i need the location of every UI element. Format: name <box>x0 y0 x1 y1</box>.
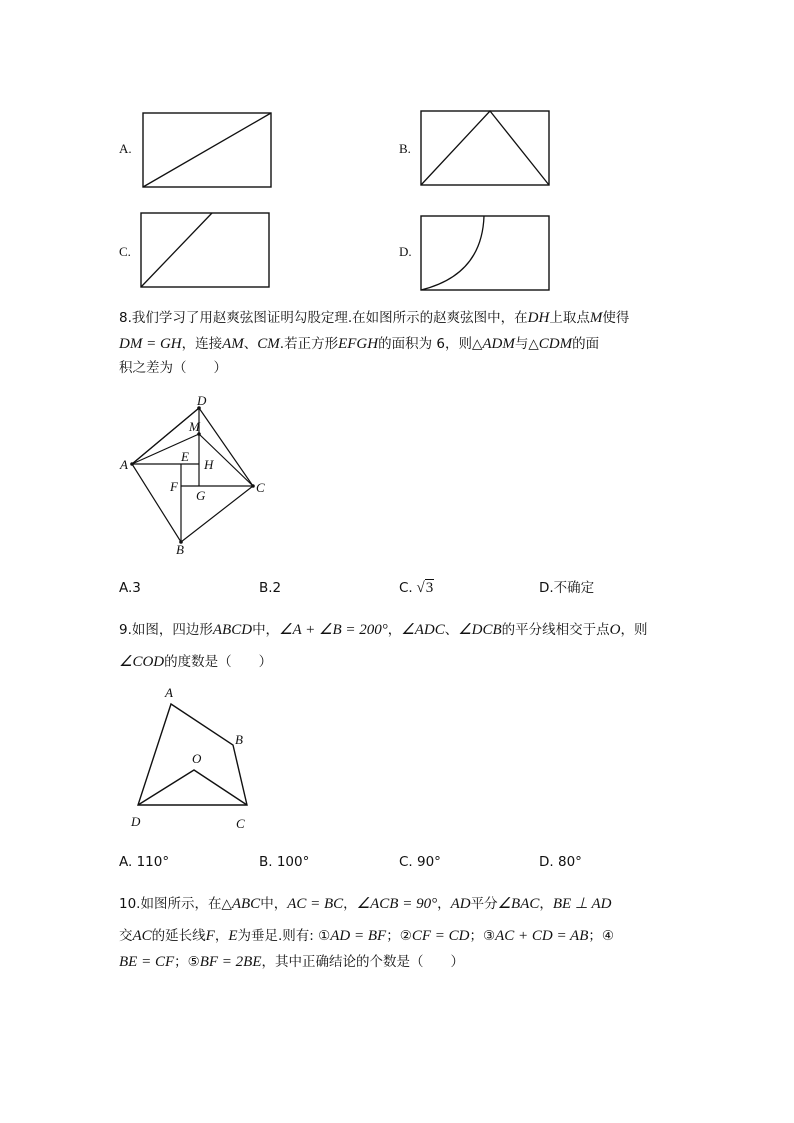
q9-choice-a: A. 110° <box>119 854 170 870</box>
label-o: O <box>192 751 202 766</box>
q10-line-1: 10.如图所示，在△ABC中，AC = BC，∠ACB = 90°，AD平分∠BAC，BE ⊥ AD <box>119 896 612 912</box>
label-d: D <box>197 393 207 408</box>
q10-line-3: BE = CF；⑤BF = 2BE，其中正确结论的个数是（ ） <box>119 954 465 970</box>
q8-line-2: DM = GH，连接AM、CM.若正方形EFGH的面积为 6，则△ADM与△CDM的面 <box>119 336 600 352</box>
label-d: D <box>131 814 141 829</box>
label-a: A <box>120 457 128 472</box>
label-g: G <box>196 488 206 503</box>
label-m: M <box>189 419 200 434</box>
q9-line-2: ∠COD的度数是（ ） <box>119 654 273 670</box>
q9-choice-d: D. 80° <box>539 854 582 870</box>
label-c: C <box>256 480 265 495</box>
option-c-label: C. <box>119 244 131 259</box>
label-f: F <box>170 479 178 494</box>
q8-choice-d: D.不确定 <box>539 580 595 596</box>
q8-choice-c: C. √3 <box>399 580 434 596</box>
label-e: E <box>181 449 189 464</box>
label-b: B <box>235 732 243 747</box>
label-a: A <box>165 685 173 700</box>
q9-choice-c: C. 90° <box>399 854 441 870</box>
q9-line-1: 9.如图，四边形ABCD中，∠A + ∠B = 200°，∠ADC、∠DCB的平分线相交于点O，则 <box>119 622 648 638</box>
label-c: C <box>236 816 245 831</box>
option-a-label: A. <box>119 141 132 156</box>
q8-line-3: 积之差为（ ） <box>119 360 227 376</box>
option-b-label: B. <box>399 141 411 156</box>
q8-choice-b: B.2 <box>259 580 282 596</box>
q9-choice-b: B. 100° <box>259 854 310 870</box>
label-h: H <box>204 457 214 472</box>
q10-line-2: 交AC的延长线F，E为垂足.则有: ①AD = BF；②CF = CD；③AC + CD = AB；④ <box>119 928 614 944</box>
option-d-label: D. <box>399 244 412 259</box>
q8-choice-a: A.3 <box>119 580 141 596</box>
q8-line-1: 8.我们学习了用赵爽弦图证明勾股定理.在如图所示的赵爽弦图中，在DH上取点M使得 <box>119 310 630 326</box>
label-b: B <box>176 542 184 557</box>
